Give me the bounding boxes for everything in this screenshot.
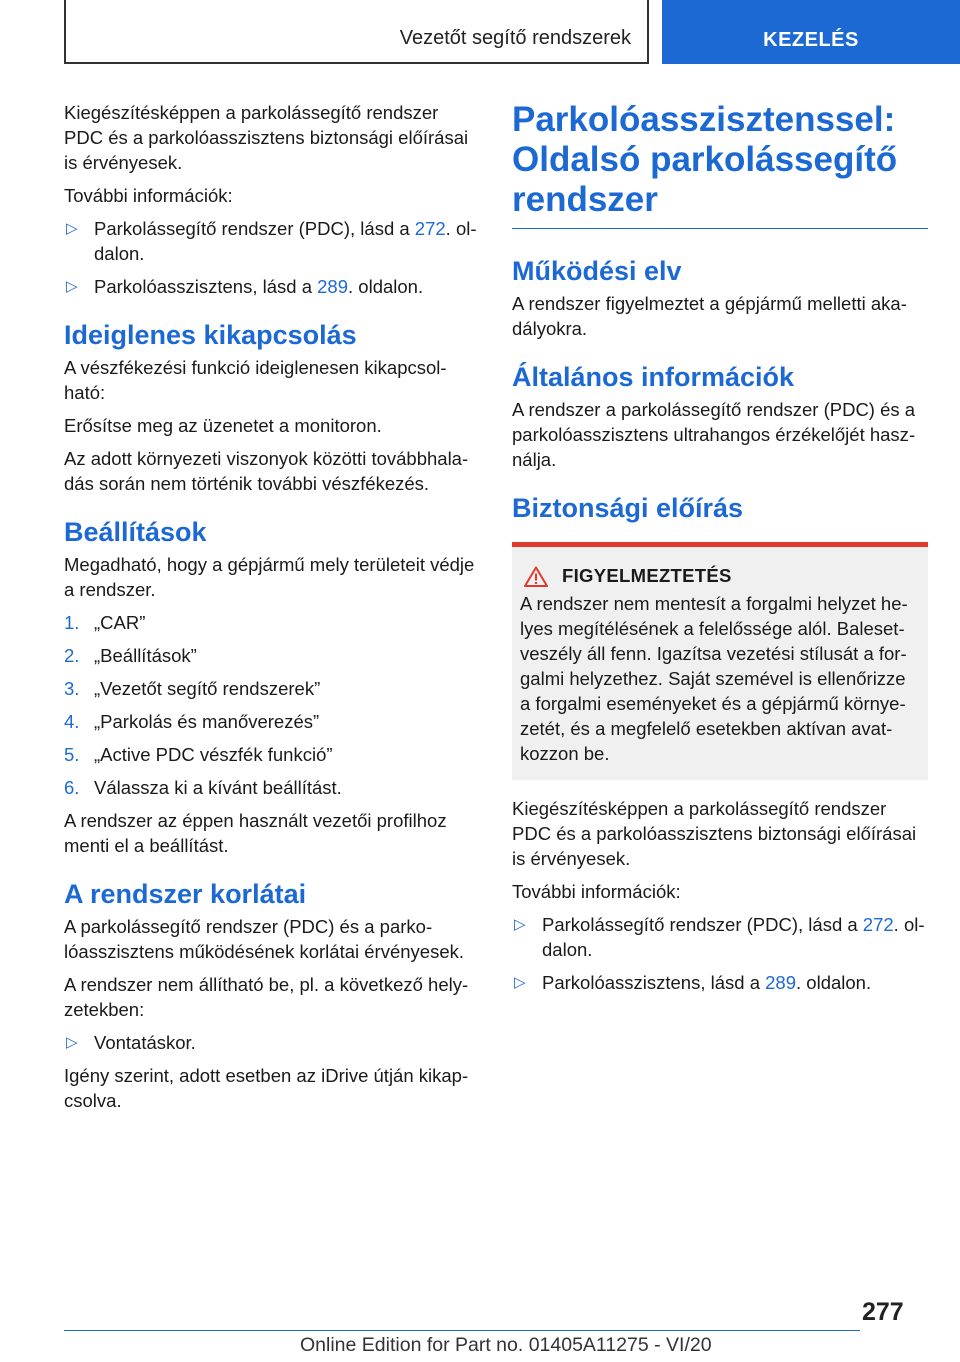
heading-general: Általános információk (512, 362, 795, 392)
paragraph: Erősítse meg az üzenetet a monitoron. (64, 415, 382, 436)
heading-safety: Biztonsági előírás (512, 493, 744, 523)
right-column (512, 100, 928, 1003)
paragraph: A rendszer nem állítható be, pl. a következő helyzetekben: (64, 974, 469, 1020)
warning-header (520, 565, 920, 587)
triangle-right-icon: ▷ (66, 278, 78, 295)
paragraph: Igény szerint, adott esetben az iDrive útján kikapcsolva. (64, 1065, 469, 1111)
paragraph: Az adott környezeti viszonyok közötti továbbhaladás során nem történik további vészfékezés. (64, 448, 469, 494)
warning-box (512, 542, 928, 780)
header-section (64, 0, 649, 64)
more-info-label: További információk: (64, 185, 233, 206)
warning-text: A rendszer nem mentesít a forgalmi helyzet helyes megítélésének a felelőssége alól. Balesetveszély áll fenn. Igazítsa vezetési stílusát a forgalmi helyzethez. Saját szemével is ellenőrizze a forgalmi eseményeket és a gépjármű környezetét, és a megfelelő esetekben aktívan avatkozzon be. (520, 593, 908, 764)
reference-list (512, 912, 928, 995)
page-link[interactable]: 272 (414, 218, 446, 239)
list-item: 1. „CAR” (64, 612, 146, 633)
heading-temporary-off: Ideiglenes kikapcsolás (64, 320, 357, 350)
list-item: ▷ Parkolássegítő rendszer (PDC), lásd a 272. oldalon. (514, 914, 925, 960)
intro-paragraph: Kiegészítésképpen a parkolássegítő rendszer PDC és a parkolóasszisztens biztonsági előírásai is érvényesek. (64, 102, 469, 173)
page-link[interactable]: 272 (862, 914, 894, 935)
intro-paragraph: Kiegészítésképpen a parkolássegítő rendszer PDC és a parkolóasszisztens biztonsági előírásai is érvényesek. (512, 798, 917, 869)
triangle-right-icon: ▷ (66, 220, 78, 237)
header-chapter-tab[interactable] (662, 0, 960, 64)
triangle-right-icon: ▷ (514, 916, 526, 933)
settings-steps (64, 610, 478, 800)
list-item: 4. „Parkolás és manőverezés” (64, 711, 320, 732)
heading-limits: A rendszer korlátai (64, 879, 307, 909)
list-item: ▷ Parkolóasszisztens, lásd a 289. oldalon. (514, 972, 872, 993)
footer-edition: Online Edition for Part no. 01405A11275 - VI/20 (300, 1334, 712, 1356)
paragraph: A rendszer az éppen használt vezetői profilhoz menti el a beállítást. (64, 810, 447, 856)
warning-title: FIGYELMEZTETÉS (562, 565, 732, 586)
warning-triangle-icon (524, 566, 548, 587)
footer-divider (64, 1330, 860, 1331)
list-item: 5. „Active PDC vészfék funkció” (64, 744, 333, 765)
list-item: 3. „Vezetőt segítő rendszerek” (64, 678, 321, 699)
heading-settings: Beállítások (64, 517, 207, 547)
paragraph: A rendszer a parkolássegítő rendszer (PDC) és a parkolóasszisztens ultrahangos érzékelőjét használja. (512, 399, 916, 470)
list-item: ▷ Parkolóasszisztens, lásd a 289. oldalon. (66, 276, 424, 297)
list-item: 6. Válassza ki a kívánt beállítást. (64, 777, 342, 798)
left-column (64, 100, 478, 1121)
page-number: 277 (862, 1298, 904, 1326)
paragraph: A vészfékezési funkció ideiglenesen kikapcsolható: (64, 357, 447, 403)
page-link[interactable]: 289 (765, 972, 797, 993)
more-info-label: További információk: (512, 881, 681, 902)
triangle-right-icon: ▷ (66, 1034, 78, 1051)
list-item: 2. „Beállítások” (64, 645, 197, 666)
list-item: ▷ Vontatáskor. (66, 1032, 196, 1053)
paragraph: A parkolássegítő rendszer (PDC) és a parkolóasszisztens működésének korlátai érvényesek. (64, 916, 464, 962)
paragraph: A rendszer figyelmeztet a gépjármű melletti akadályokra. (512, 293, 907, 339)
chapter-label: KEZELÉS (763, 29, 859, 51)
reference-list (64, 216, 478, 299)
page-link[interactable]: 289 (317, 276, 349, 297)
heading-function: Működési elv (512, 256, 682, 286)
list-item: ▷ Parkolássegítő rendszer (PDC), lásd a 272. oldalon. (66, 218, 477, 264)
paragraph: Megadható, hogy a gépjármű mely területeit védje a rendszer. (64, 554, 475, 600)
triangle-right-icon: ▷ (514, 974, 526, 991)
section-title: Vezetőt segítő rendszerek (399, 27, 631, 49)
main-title: Parkolóasszisztenssel: Oldalsó parkolássegítő rendszer (512, 100, 928, 229)
limits-list (64, 1030, 478, 1055)
